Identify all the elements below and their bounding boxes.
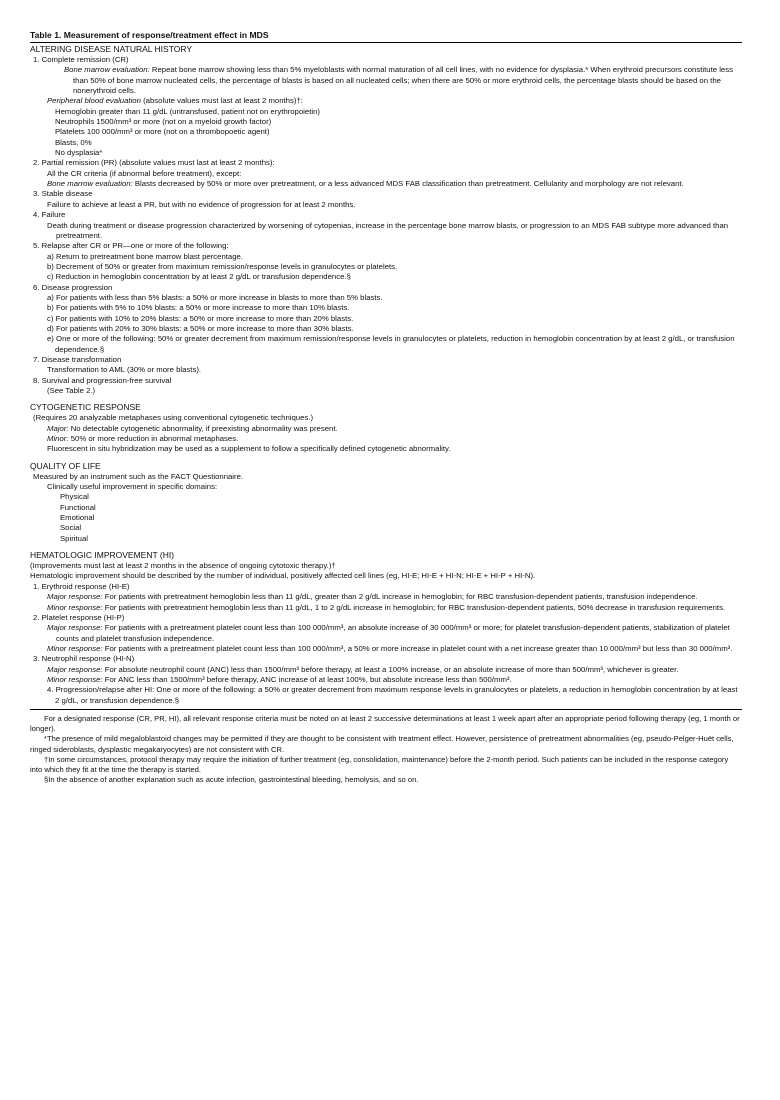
cr-pb-label: Peripheral blood evaluation (47, 96, 141, 106)
survival-title: 8. Survival and progression-free survival (33, 375, 172, 385)
neutrophil-title: 3. Neutrophil response (HI-N) (33, 654, 135, 664)
cyto-fish: Fluorescent in situ hybridization may be used as a supplement to follow a specifically defined cytogenetic abnormality. (47, 444, 451, 454)
list-item: Spiritual (60, 533, 88, 543)
failure-text: Death during treatment or disease progression characterized by worsening of cytopenias, increase in the percentage bone marrow blasts, or progression to an MDS FAB subtype more advanced than pretreatment. (47, 220, 729, 240)
neutrophil-minor-label: Minor response: (47, 674, 103, 684)
list-item: c) For patients with 10% to 20% blasts: a 50% or more increase to more than 20% blasts. (47, 313, 354, 323)
platelet-major (30, 623, 742, 644)
survival-text: (See Table 2.) (47, 386, 96, 395)
cyto-major-label: Major: (47, 423, 69, 433)
erythroid-minor-label: Minor response: (47, 602, 103, 612)
transformation-title: 7. Disease transformation (33, 354, 122, 364)
pr-bm-label: Bone marrow evaluation: (47, 179, 133, 189)
erythroid-title: 1. Erythroid response (HI-E) (33, 581, 130, 591)
platelet-major-text: For patients with a pretreatment platelet count less than 100 000/mm³, an absolute increase of 30 000/mm³ or more; for platelet transfusion-dependent patients, stabilization of platelet counts and platelet transfusion independence. (56, 623, 730, 643)
cyto-minor (30, 434, 742, 444)
neutrophil-major-text: For absolute neutrophil count (ANC) less than 1500/mm³ before therapy, at least a 100% increase, or an absolute increase of more than 500/mm³, whichever is greater. (102, 664, 679, 674)
platelet-major-label: Major response: (47, 623, 103, 633)
platelet-minor-text: For patients with a pretreatment platelet count less than 100 000/mm³, a 50% or more increase in platelet count with a net increase greater than 10 000/mm³ but less than 30 000/mm³. (102, 643, 733, 653)
cyto-requirement: (Requires 20 analyzable metaphases using conventional cytogenetic techniques.) (33, 413, 314, 423)
list-item: d) For patients with 20% to 30% blasts: a 50% or more increase to more than 30% blasts. (47, 323, 354, 333)
pr-title: 2. Partial remission (PR) (absolute values must last at least 2 months): (33, 158, 275, 168)
progression-relapse: 4. Progression/relapse after HI: One or more of the following: a 50% or greater decrement from maximum response levels in granulocytes or platelets, a reduction in hemoglobin concentration by at least 2 g/dL, or transfusion dependence.§ (47, 685, 738, 705)
section-heading-hematologic: HEMATOLOGIC IMPROVEMENT (HI) (30, 550, 175, 561)
list-item: e) One or more of the following: 50% or greater decrement from maximum remission/response levels in granulocytes or platelets, reduction in hemoglobin concentration by at least 2 g/dL, or transfusion dependence.§ (47, 334, 735, 354)
footnote: *The presence of mild megaloblastoid changes may be permitted if they are thought to be consistent with treatment effect. However, persistence of pretreatment abnormalities (eg, pseudo-Pelger-Huët cells, ringed sideroblasts, dysplastic megakaryocytes) are not consistent with CR. (30, 734, 734, 754)
footnote: †In some circumstances, protocol therapy may require the initiation of further treatment (eg, consolidation, maintenance) before the 2-month period. Such patients can be included in the response category into which they fit at the time the therapy is started. (30, 754, 729, 774)
cyto-minor-text: 50% or more reduction in abnormal metaphases. (68, 434, 239, 444)
erythroid-major-text: For patients with pretreatment hemoglobin less than 11 g/dL, greater than 2 g/dL increase in hemoglobin; for RBC transfusion-dependent patients, transfusion independence. (102, 592, 698, 602)
cyto-major (30, 424, 742, 434)
hi-duration: (Improvements must last at least 2 months in the absence of ongoing cytotoxic therapy.)† (30, 561, 336, 571)
erythroid-minor (30, 603, 742, 613)
list-item: Social (60, 523, 82, 533)
progression-title: 6. Disease progression (33, 282, 113, 292)
footnote: §In the absence of another explanation such as acute infection, gastrointestinal bleeding, hemolysis, and so on. (44, 775, 419, 785)
neutrophil-major-label: Major response: (47, 664, 103, 674)
list-item: Hemoglobin greater than 11 g/dL (untransfused, patient not on erythropoietin) (55, 106, 320, 116)
list-item: b) For patients with 5% to 10% blasts: a 50% or more increase to more than 10% blasts. (47, 303, 350, 313)
list-item: Physical (60, 492, 89, 502)
list-item: a) Return to pretreatment bone marrow blast percentage. (47, 251, 244, 261)
cr-bm-label: Bone marrow evaluation: (64, 65, 150, 75)
neutrophil-minor (30, 675, 742, 685)
cyto-major-text: No detectable cytogenetic abnormality, if preexisting abnormality was present. (68, 423, 338, 433)
footnote: For a designated response (CR, PR, HI), all relevant response criteria must be noted on at least 2 successive determinations at least 1 week apart after an appropriate period following therapy (eg, 1 month or longer). (30, 713, 740, 734)
list-item: b) Decrement of 50% or greater from maximum remission/response levels in granulocytes or platelets. (47, 261, 398, 271)
cr-bm-text: Repeat bone marrow showing less than 5% myeloblasts with normal maturation of all cell lines, with no evidence for dysplasia.* When erythroid precursors constitute less than 50% of bone marrow nucleated cells, the percentage of blasts is based on all nucleated cells; when there are 50% or more erythroid cells, the percentage blasts should be based on the nonerythroid cells. (73, 65, 733, 96)
list-item: Neutrophils 1500/mm³ or more (not on a myeloid growth factor) (55, 117, 272, 127)
cr-pb-text: (absolute values must last at least 2 months)†: (140, 96, 303, 106)
relapse-title: 5. Relapse after CR or PR—one or more of the following: (33, 241, 229, 251)
section-heading-natural-history: ALTERING DISEASE NATURAL HISTORY (30, 44, 193, 54)
section-heading-quality-of-life: QUALITY OF LIFE (30, 460, 101, 471)
title-rule (30, 42, 742, 43)
sd-text: Failure to achieve at least a PR, but with no evidence of progression for at least 2 months. (47, 199, 356, 209)
neutrophil-major (30, 665, 742, 675)
erythroid-minor-text: For patients with pretreatment hemoglobin less than 11 g/dL, 1 to 2 g/dL increase in hemoglobin; for RBC transfusion-dependent patients, 50% decrease in transfusion requirements. (102, 602, 726, 612)
neutrophil-minor-text: For ANC less than 1500/mm³ before therapy, ANC increase of at least 100%, but absolute increase less than 500/mm³. (102, 674, 512, 684)
hi-description: Hematologic improvement should be described by the number of individual, positively affected cell lines (eg, HI-E; HI-E + HI-N; HI-E + HI-P + HI-N). (30, 571, 536, 581)
platelet-minor (30, 644, 742, 654)
table-title: Table 1. Measurement of response/treatment effect in MDS (30, 30, 269, 40)
footnote-rule (30, 709, 742, 710)
platelet-minor-label: Minor response: (47, 643, 103, 653)
transformation-text: Transformation to AML (30% or more blasts). (47, 365, 202, 375)
cr-title: 1. Complete remission (CR) (33, 55, 129, 64)
pr-bone-marrow (30, 179, 742, 189)
pr-sub: All the CR criteria (if abnormal before treatment), except: (47, 168, 242, 178)
list-item: Emotional (60, 513, 95, 523)
cyto-minor-label: Minor: (47, 434, 69, 444)
list-item: Blasts, 0% (55, 137, 92, 147)
erythroid-major (30, 592, 742, 602)
failure-title: 4. Failure (33, 210, 66, 220)
erythroid-major-label: Major response: (47, 592, 103, 602)
list-item: Functional (60, 502, 96, 512)
list-item: No dysplasia* (55, 148, 103, 158)
list-item: c) Reduction in hemoglobin concentration by at least 2 g/dL or transfusion dependence.§ (47, 272, 351, 282)
cr-peripheral-blood (30, 96, 742, 106)
pr-bm-text: Blasts decreased by 50% or more over pretreatment, or a less advanced MDS FAB classification than pretreatment. Cellularity and morphology are not relevant. (132, 179, 684, 189)
list-item: Platelets 100 000/mm³ or more (not on a thrombopoetic agent) (55, 127, 270, 137)
platelet-title: 2. Platelet response (HI-P) (33, 612, 125, 622)
table-page (30, 30, 742, 785)
sd-title: 3. Stable disease (33, 189, 93, 199)
qol-clinical: Clinically useful improvement in specific domains: (47, 482, 218, 492)
cr-bone-marrow (30, 65, 742, 96)
qol-measured: Measured by an instrument such as the FACT Questionnaire. (33, 471, 244, 481)
section-heading-cytogenetic: CYTOGENETIC RESPONSE (30, 402, 141, 413)
footnotes (30, 714, 742, 785)
list-item: a) For patients with less than 5% blasts: a 50% or more increase in blasts to more than 5% blasts. (47, 292, 383, 302)
